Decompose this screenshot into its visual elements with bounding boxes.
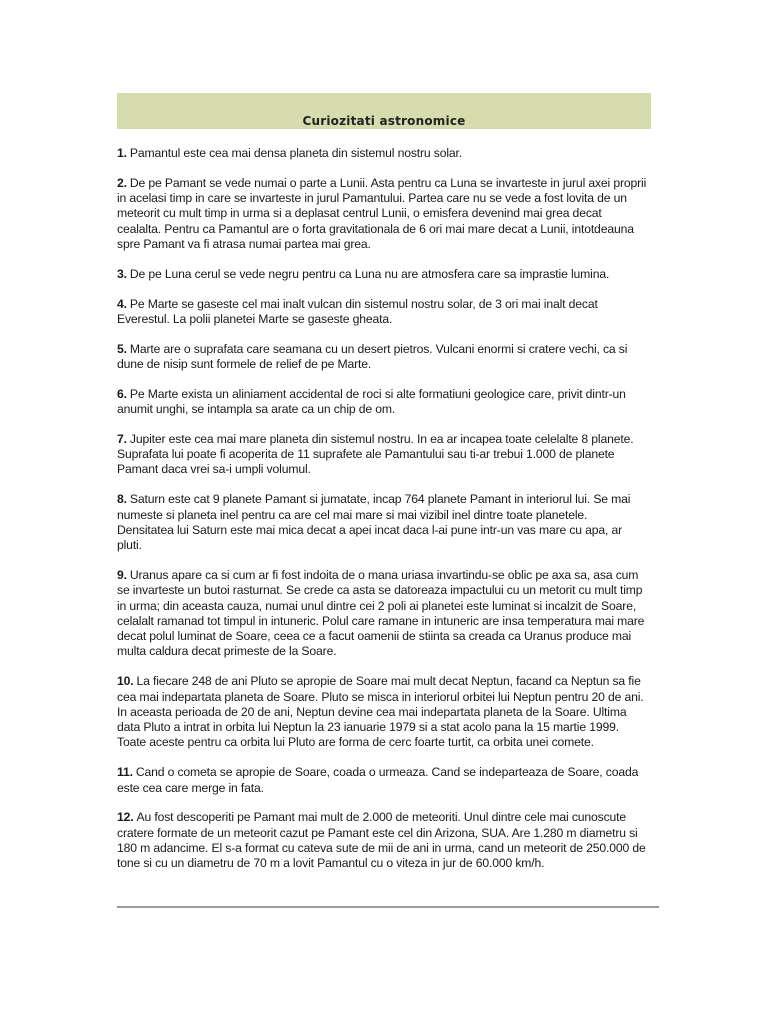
item-number: 11. bbox=[117, 765, 133, 780]
list-item bbox=[117, 674, 651, 750]
item-number: 9. bbox=[117, 567, 127, 582]
list-item bbox=[117, 765, 651, 796]
item-text: Pamantul este cea mai densa planeta din sistemul nostru solar. bbox=[129, 146, 463, 160]
item-number: 2. bbox=[117, 175, 127, 190]
item-text: Au fost descoperiti pe Pamant mai mult de 2.000 de meteoriti. Unul dintre cele mai cunoscute cratere formate de un meteorit cazut pe Pamant este cel din Arizona, SUA. Are 1.280 m diametru si 180 m adancime. El s-a format cu cateva sute de mii de ani in urma, cand un meteorit de 250.000 de tone si cu un diametru de 70 m a lovit Pamantul cu o viteza in jur de 60.000 km/h. bbox=[117, 810, 646, 871]
item-text: Cand o cometa se apropie de Soare, coada o urmeaza. Cand se indeparteaza de Soare, coada este cea care merge in fata. bbox=[117, 765, 639, 795]
list-item bbox=[117, 568, 651, 660]
item-number: 1. bbox=[117, 146, 127, 160]
page-title: Curiozitati astronomice bbox=[302, 114, 466, 128]
title-bar bbox=[117, 93, 651, 129]
item-text: Saturn este cat 9 planete Pamant si jumatate, incap 764 planete Pamant in interiorul lui. Se mai numeste si planeta inel pentru ca are cel mai mare si mai vizibil inel dintre toate planetele. Densitatea lui Saturn este mai mica decat a apei incat daca l-ai pune intr-un vas mare cu apa, ar pluti. bbox=[117, 492, 631, 553]
list-item bbox=[117, 387, 651, 418]
item-number: 7. bbox=[117, 431, 127, 446]
item-text: Jupiter este cea mai mare planeta din sistemul nostru. In ea ar incapea toate celelalte 8 planete. Suprafata lui poate fi acoperita de 11 suprafete ale Pamantului sau ti-ar trebui 1.000 de planete Pamant daca vrei sa-i umpli volumul. bbox=[117, 431, 634, 477]
curiosities-list bbox=[117, 146, 651, 871]
list-item bbox=[117, 342, 651, 373]
item-text: Uranus apare ca si cum ar fi fost indoita de o mana uriasa invartindu-se oblic pe axa sa, asa cum se invarteste un butoi rasturnat. Se crede ca asta se datoreaza impactului cu un metorit cu mult timp in urma; din aceasta cauza, numai unul dintre cei 2 poli ai planetei este luminat si incalzit de Soare, celalalt ramanad tot timpul in intuneric. Polul care ramane in intuneric are insa temperatura mai mare decat polul luminat de Soare, ceea ce a facut oamenii de stiinta sa creada ca Uranus produce mai multa caldura decat primeste de la Soare. bbox=[117, 567, 645, 659]
item-text: Pe Marte exista un aliniament accidental de roci si alte formatiuni geologice care, privit dintr-un anumit unghi, se intampla sa arate ca un chip de om. bbox=[117, 386, 626, 417]
document-page bbox=[117, 93, 651, 886]
item-text: Pe Marte se gaseste cel mai inalt vulcan din sistemul nostru solar, de 3 ori mai inalt decat Everestul. La polii planetei Marte se gaseste gheata. bbox=[117, 296, 598, 326]
item-number: 4. bbox=[117, 296, 127, 311]
item-number: 5. bbox=[117, 341, 127, 356]
item-text: De pe Luna cerul se vede negru pentru ca Luna nu are atmosfera care sa imprastie lumina. bbox=[129, 266, 610, 281]
list-item bbox=[117, 297, 651, 328]
list-item bbox=[117, 492, 651, 553]
list-item bbox=[117, 267, 651, 282]
list-item bbox=[117, 176, 651, 252]
list-item bbox=[117, 810, 651, 871]
list-item bbox=[117, 146, 651, 161]
bottom-divider bbox=[117, 906, 659, 908]
item-number: 12. bbox=[117, 810, 134, 825]
item-number: 8. bbox=[117, 492, 127, 507]
item-text: De pe Pamant se vede numai o parte a Lunii. Asta pentru ca Luna se invarteste in jurul axei proprii in acelasi timp in care se invarteste in jurul Pamantului. Partea care nu se vede a fost lovita de un meteorit cu mult timp in urma si a deplasat centrul Lunii, o emisfera devenind mai grea decat cealalta. Pentru ca Pamantul are o forta gravitationala de 6 ori mai mare decat a Lunii, intotdeauna spre Pamant va fi atrasa numai partea mai grea. bbox=[117, 175, 647, 251]
item-text: Marte are o suprafata care seamana cu un desert pietros. Vulcani enormi si cratere vechi, ca si dune de nisip sunt formele de relief de pe Marte. bbox=[117, 341, 628, 371]
item-number: 3. bbox=[117, 266, 127, 281]
item-number: 10. bbox=[117, 674, 134, 689]
item-text: La fiecare 248 de ani Pluto se apropie de Soare mai mult decat Neptun, facand ca Neptun sa fie cea mai indepartata planeta de Soare. Pluto se misca in interiorul orbitei lui Neptun pentru 20 de ani. In aceasta perioada de 20 de ani, Neptun devine cea mai indepartata planeta de la Soare. Ultima data Pluto a intrat in orbita lui Neptun la 23 ianuarie 1979 si a stat acolo pana la 15 martie 1999. Toate aceste pentru ca orbita lui Pluto are forma de cerc foarte turtit, ca orbita unei comete. bbox=[117, 674, 644, 750]
item-number: 6. bbox=[117, 386, 127, 401]
list-item bbox=[117, 432, 651, 478]
